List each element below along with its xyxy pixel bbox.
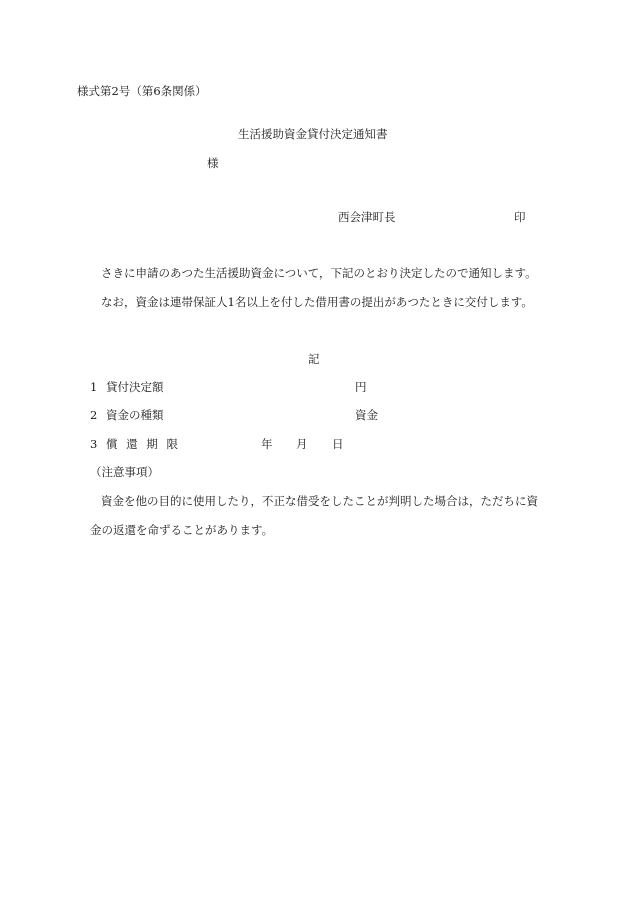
recipient-honorific: 様 (207, 156, 219, 170)
issuer-name: 西会津町長 (338, 210, 396, 224)
repayment-deadline-label: 償 還 期 限 (106, 437, 181, 451)
repayment-day-unit: 日 (332, 437, 344, 451)
body-paragraph-2: なお，資金は連帯保証人1名以上を付した借用書の提出があつたときに交付します。 (101, 295, 533, 309)
notes-heading: （注意事項） (90, 465, 159, 479)
item-number-3: 3 (90, 437, 98, 451)
loan-amount-label: 貸付決定額 (106, 380, 164, 394)
document-title: 生活援助資金貸付決定通知書 (238, 127, 388, 141)
form-number: 様式第2号（第6条関係） (77, 84, 207, 98)
body-paragraph-1: さきに申請のあつた生活援助資金について，下記のとおり決定したので通知します。 (101, 266, 537, 280)
repayment-year-unit: 年 (261, 437, 273, 451)
repayment-month-unit: 月 (296, 437, 308, 451)
loan-amount-unit: 円 (355, 380, 367, 394)
item-number-1: 1 (90, 380, 98, 394)
record-heading: 記 (308, 352, 320, 366)
notes-text-line-2: 金の返還を命ずることがあります。 (90, 523, 274, 537)
seal-mark: 印 (514, 210, 526, 224)
fund-type-label: 資金の種類 (106, 408, 164, 422)
fund-type-suffix: 資金 (355, 408, 378, 422)
item-number-2: 2 (90, 408, 98, 422)
notes-text-line-1: 資金を他の目的に使用したり，不正な借受をしたことが判明した場合は，ただちに資 (101, 494, 538, 508)
